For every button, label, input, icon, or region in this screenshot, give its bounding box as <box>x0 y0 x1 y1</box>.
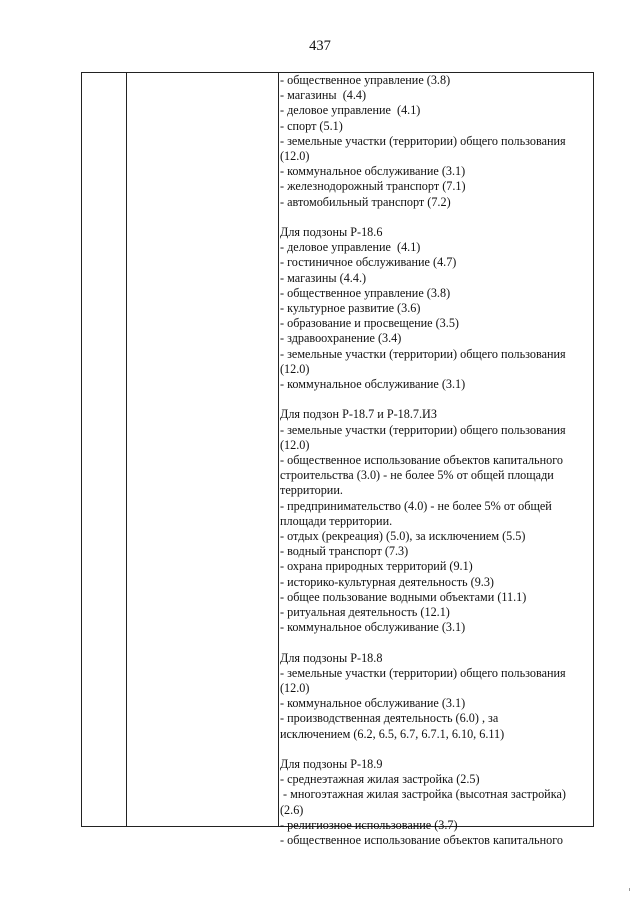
list-item: - коммунальное обслуживание (3.1) <box>280 696 466 711</box>
list-item: площади территории. <box>280 513 393 528</box>
text-block <box>280 757 592 848</box>
list-item: - общественное управление (3.8) <box>280 285 451 300</box>
list-item: строительства (3.0) - не более 5% от общей площади <box>280 468 554 483</box>
list-item: - охрана природных территорий (9.1) <box>280 559 473 574</box>
list-item: - религиозное использование (3.7) <box>280 817 458 832</box>
permitted-uses-cell <box>280 73 592 848</box>
list-item: - ритуальная деятельность (12.1) <box>280 605 450 620</box>
list-item: - здравоохранение (3.4) <box>280 331 402 346</box>
list-item: - спорт (5.1) <box>280 118 343 133</box>
list-item: - деловое управление (4.1) <box>280 240 421 255</box>
page-number: 437 <box>309 38 331 54</box>
column-divider <box>126 73 127 826</box>
list-item: - земельные участки (территории) общего пользования <box>280 346 566 361</box>
list-item: территории. <box>280 483 343 498</box>
list-item: - гостиничное обслуживание (4.7) <box>280 255 457 270</box>
text-block <box>280 651 592 742</box>
list-item: - деловое управление (4.1) <box>280 103 421 118</box>
list-item: (12.0) <box>280 149 310 164</box>
text-block <box>280 225 592 392</box>
list-item: - магазины (4.4.) <box>280 270 367 285</box>
list-item: - культурное развитие (3.6) <box>280 301 421 316</box>
list-item: - образование и просвещение (3.5) <box>280 316 459 331</box>
list-item: - общественное использование объектов капитального <box>280 833 564 848</box>
list-item: - общественное использование объектов капитального <box>280 453 564 468</box>
list-item: - общее пользование водными объектами (11.1) <box>280 589 527 604</box>
list-item: - предпринимательство (4.0) - не более 5% от общей <box>280 498 552 513</box>
list-item: - историко-культурная деятельность (9.3) <box>280 574 494 589</box>
zone-heading: Для подзон Р-18.7 и Р-18.7.ИЗ <box>280 407 437 422</box>
list-item: - автомобильный транспорт (7.2) <box>280 194 451 209</box>
list-item: (2.6) <box>280 802 304 817</box>
list-item: - железнодорожный транспорт (7.1) <box>280 179 466 194</box>
zone-heading: Для подзоны Р-18.9 <box>280 757 383 772</box>
scan-mark <box>629 888 630 891</box>
list-item: (12.0) <box>280 437 310 452</box>
list-item: - многоэтажная жилая застройка (высотная застройка) <box>280 787 566 802</box>
list-item: (12.0) <box>280 361 310 376</box>
list-item: (12.0) <box>280 681 310 696</box>
list-item: - земельные участки (территории) общего пользования <box>280 133 566 148</box>
list-item: - общественное управление (3.8) <box>280 73 451 87</box>
list-item: - коммунальное обслуживание (3.1) <box>280 620 466 635</box>
list-item: - магазины (4.4) <box>280 88 367 103</box>
list-item: - среднеэтажная жилая застройка (2.5) <box>280 772 480 787</box>
document-table <box>81 72 594 848</box>
zone-heading: Для подзоны Р-18.6 <box>280 225 383 240</box>
list-item: исключением (6.2, 6.5, 6.7, 6.7.1, 6.10, 6.11) <box>280 726 505 741</box>
list-item: - водный транспорт (7.3) <box>280 544 409 559</box>
list-item: - земельные участки (территории) общего пользования <box>280 422 566 437</box>
zone-heading: Для подзоны Р-18.8 <box>280 650 383 665</box>
text-block <box>280 73 592 210</box>
list-item: - производственная деятельность (6.0) , за <box>280 711 499 726</box>
list-item: - отдых (рекреация) (5.0), за исключением (5.5) <box>280 529 526 544</box>
list-item: - коммунальное обслуживание (3.1) <box>280 377 466 392</box>
text-block <box>280 407 592 635</box>
list-item: - коммунальное обслуживание (3.1) <box>280 164 466 179</box>
list-item: - земельные участки (территории) общего пользования <box>280 665 566 680</box>
column-divider <box>278 73 279 826</box>
